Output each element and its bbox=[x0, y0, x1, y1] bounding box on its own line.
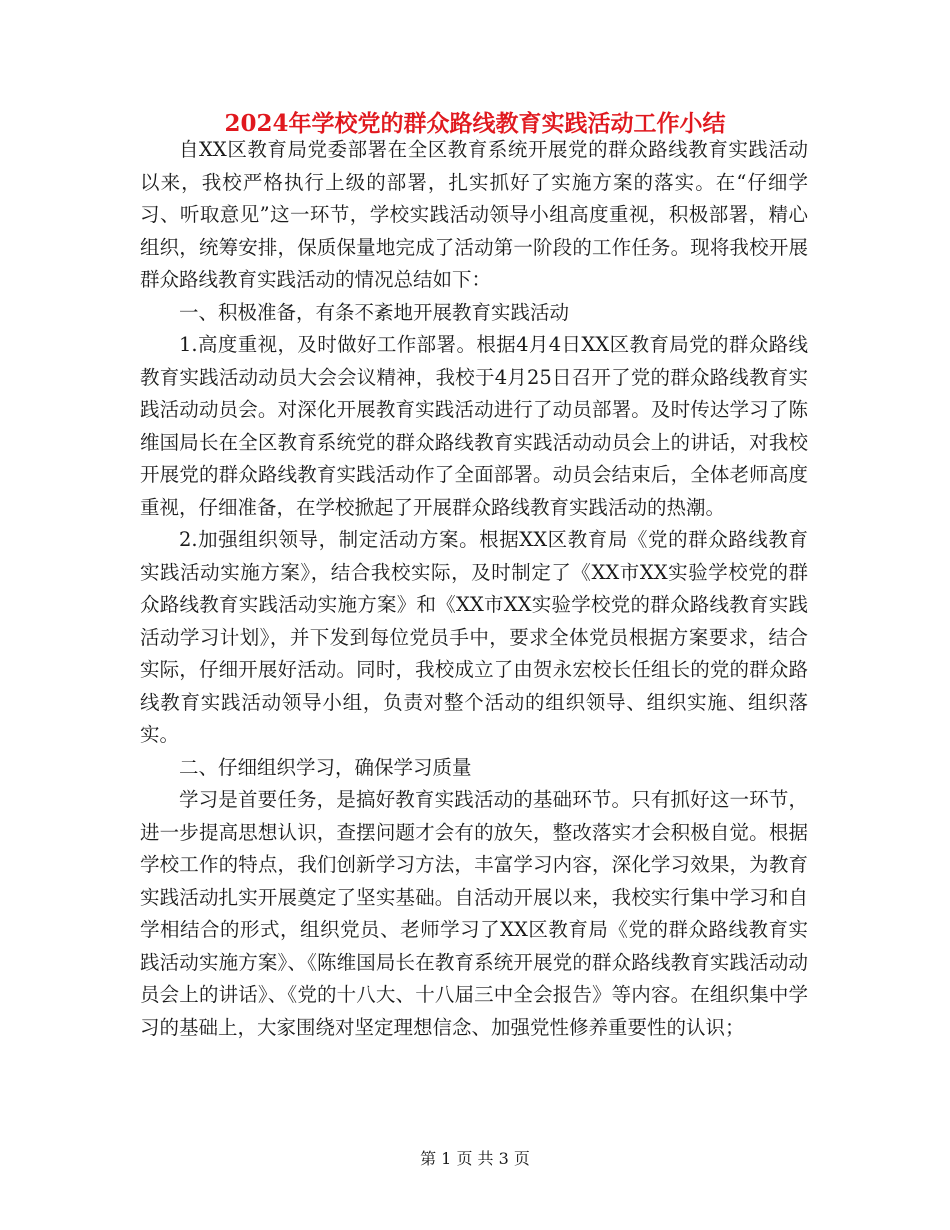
heading-section-1: 一、积极准备，有条不紊地开展教育实践活动 bbox=[179, 300, 570, 324]
heading-section-2: 二、仔细组织学习，确保学习质量 bbox=[179, 755, 472, 779]
paragraph-intro: 自XX区教育局党委部署在全区教育系统开展党的群众路线教育实践活动以来，我校严格执行上级的部署，扎实抓好了实施方案的落实。在“仔细学习、听取意见”这一环节，学校实践活动领导小组高度重视，积极部署，精心组织，统筹安排，保质保量地完成了活动第一阶段的工作任务。现将我校开展群众路线教育实践活动的情况总结如下： bbox=[140, 138, 808, 291]
document-body bbox=[140, 134, 808, 1044]
document-title: 2024年学校党的群众路线教育实践活动工作小结 bbox=[224, 110, 726, 137]
page-footer: 第 1 页 共 3 页 bbox=[420, 1149, 530, 1168]
paragraph-item-1: 1.高度重视，及时做好工作部署。根据4月4日XX区教育局党的群众路线教育实践活动动员大会会议精神，我校于4月25日召开了党的群众路线教育实践活动动员会。对深化开展教育实践活动进行了动员部署。及时传达学习了陈维国局长在全区教育系统党的群众路线教育实践活动动员会上的讲话，对我校开展党的群众路线教育实践活动作了全面部署。动员会结束后，全体老师高度重视，仔细准备，在学校掀起了开展群众路线教育实践活动的热潮。 bbox=[140, 333, 808, 519]
paragraph-study: 学习是首要任务，是搞好教育实践活动的基础环节。只有抓好这一环节，进一步提高思想认识，查摆问题才会有的放矢，整改落实才会积极自觉。根据学校工作的特点，我们创新学习方法，丰富学习内容，深化学习效果，为教育实践活动扎实开展奠定了坚实基础。自活动开展以来，我校实行集中学习和自学相结合的形式，组织党员、老师学习了XX区教育局《党的群众路线教育实践活动实施方案》、《陈维国局长在教育系统开展党的群众路线教育实践活动动员会上的讲话》、《党的十八大、十八届三中全会报告》等内容。在组织集中学习的基础上，大家围绕对坚定理想信念、加强党性修养重要性的认识； bbox=[140, 788, 808, 1039]
paragraph-item-2: 2.加强组织领导，制定活动方案。根据XX区教育局《党的群众路线教育实践活动实施方案》，结合我校实际，及时制定了《XX市XX实验学校党的群众路线教育实践活动实施方案》和《XX市XX实验学校党的群众路线教育实践活动学习计划》，并下发到每位党员手中，要求全体党员根据方案要求，结合实际，仔细开展好活动。同时，我校成立了由贺永宏校长任组长的党的群众路线教育实践活动领导小组，负责对整个活动的组织领导、组织实施、组织落实。 bbox=[140, 528, 808, 746]
